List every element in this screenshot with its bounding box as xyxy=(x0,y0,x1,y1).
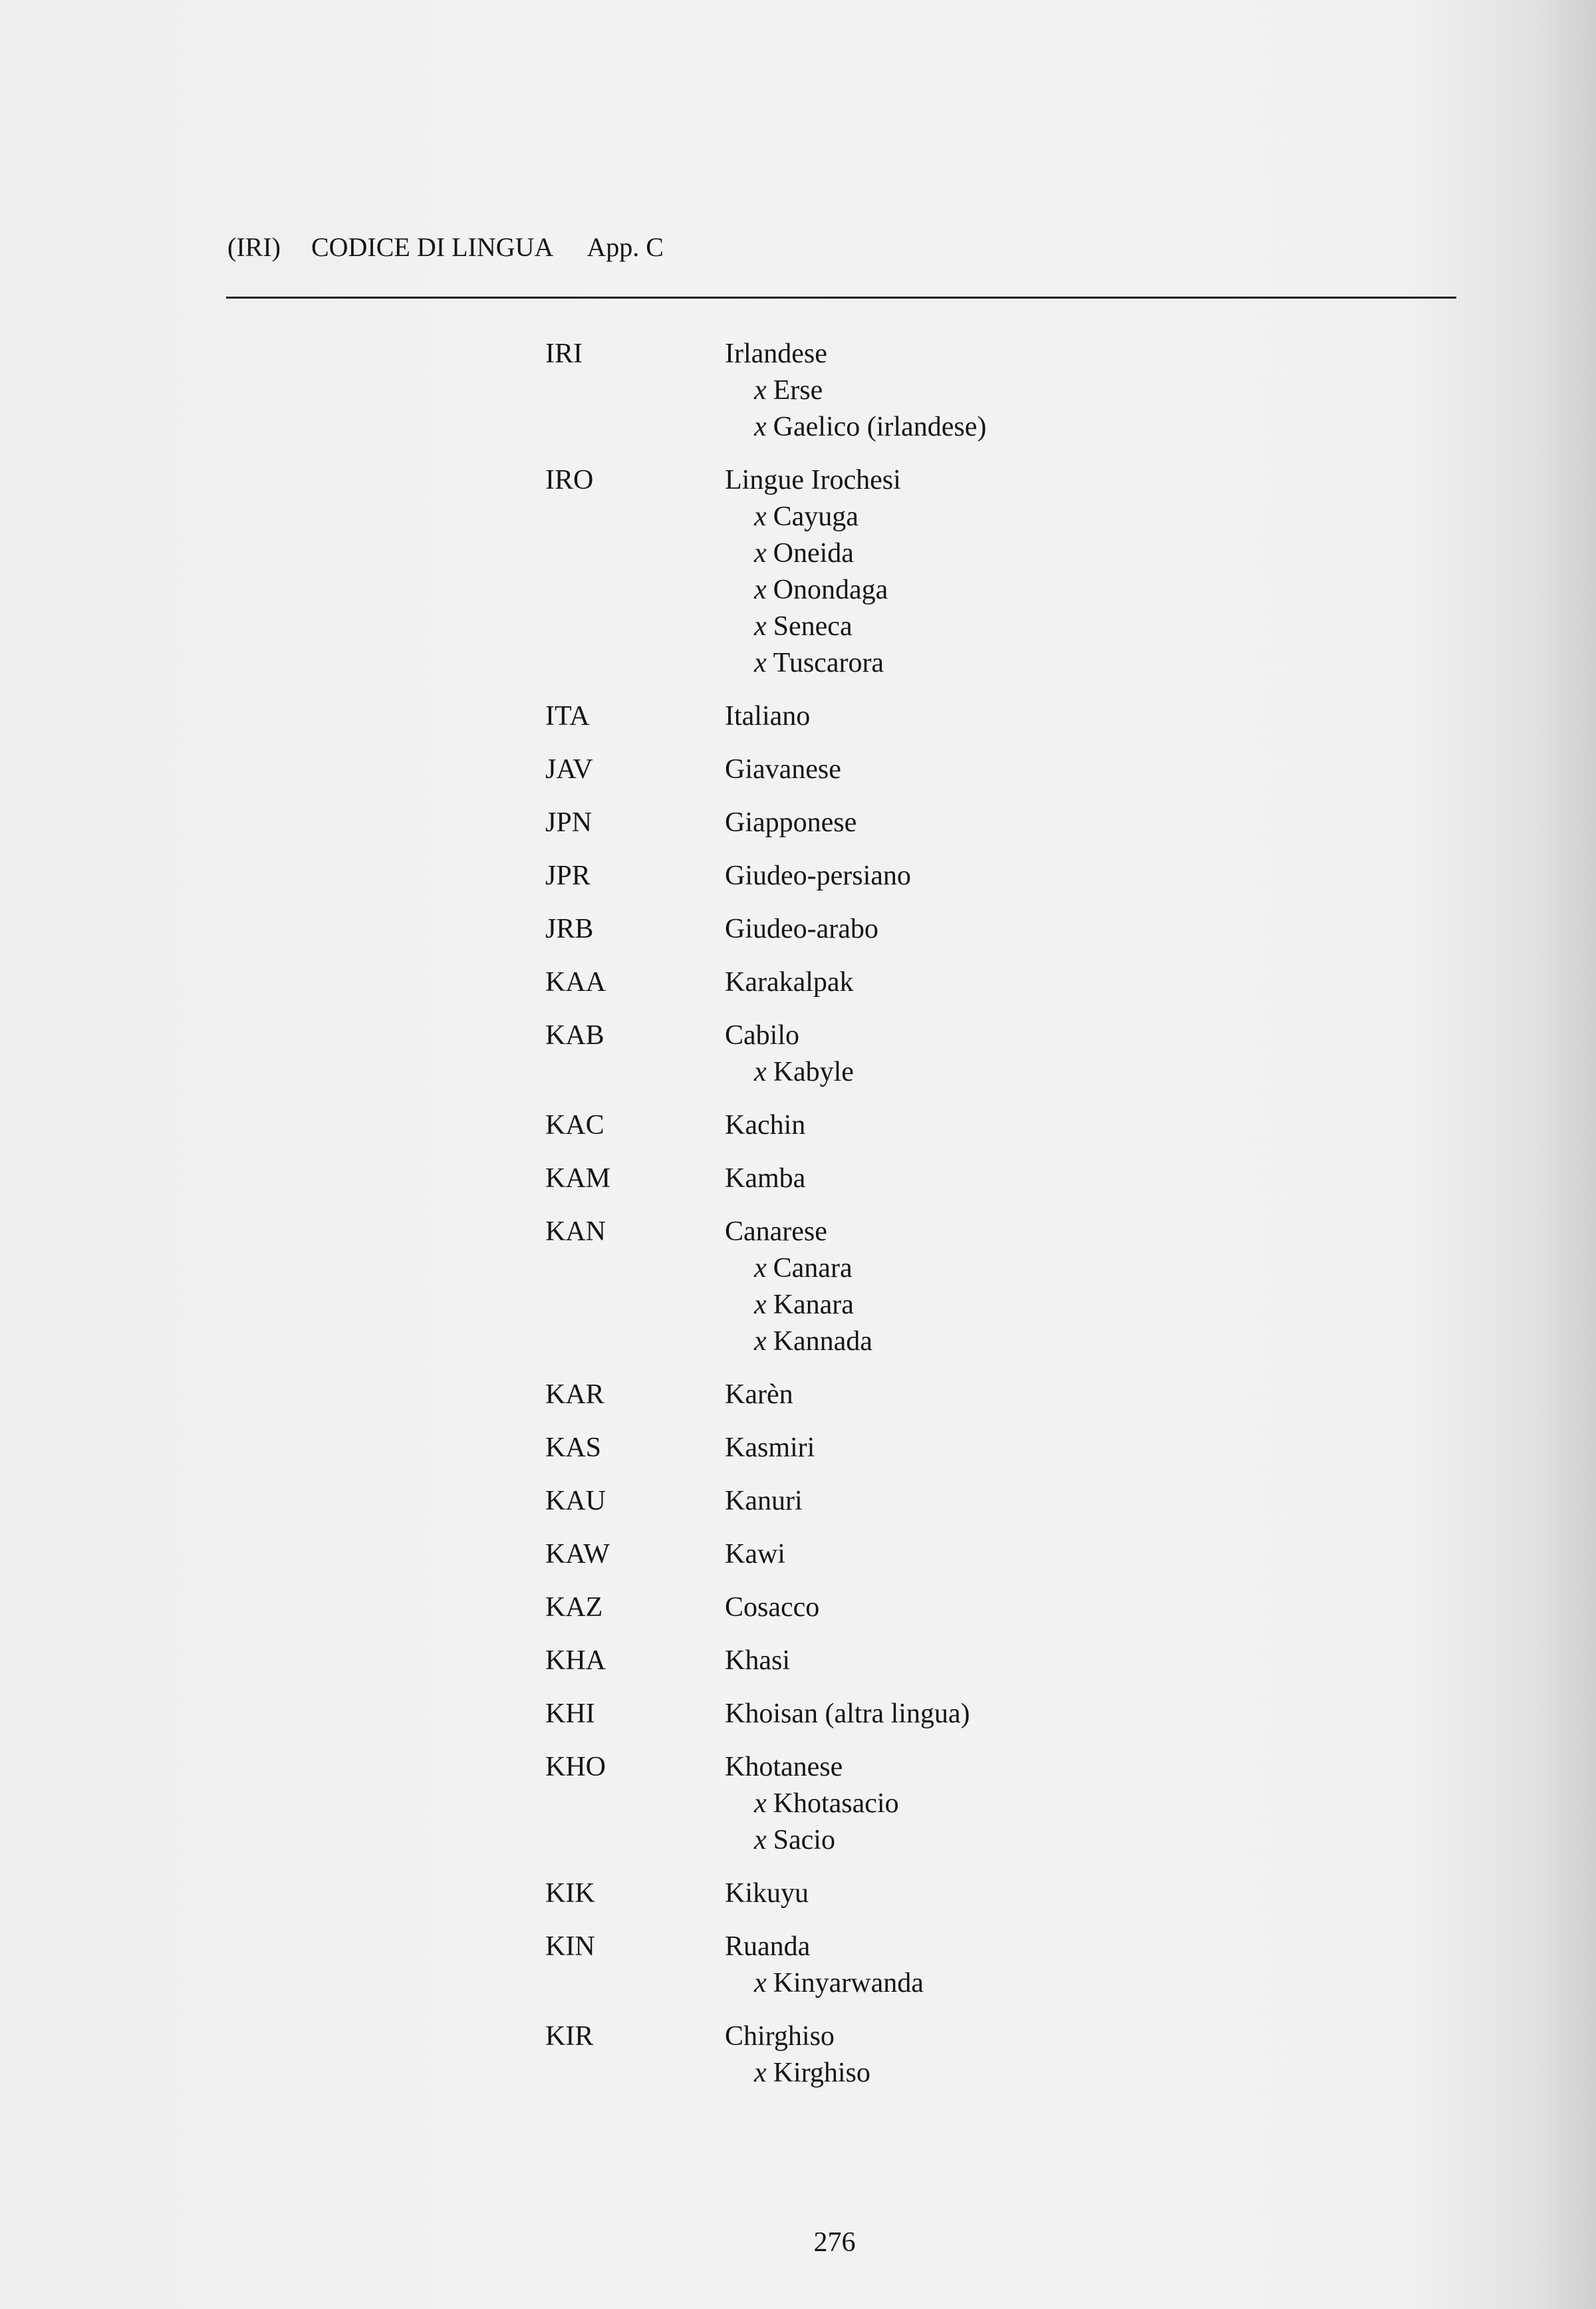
language-entry xyxy=(545,698,1410,735)
language-entry xyxy=(545,1483,1410,1520)
language-name: Khoisan (altra lingua) xyxy=(725,1698,970,1729)
language-code: KAN xyxy=(545,1216,606,1247)
variant-name: Kabyle xyxy=(773,1057,854,1087)
language-variant xyxy=(725,499,1410,535)
language-names xyxy=(725,336,1410,446)
language-name: Irlandese xyxy=(725,339,827,369)
running-head-title: CODICE DI LINGUA xyxy=(311,232,554,262)
variant-marker: x xyxy=(754,1253,767,1284)
language-code: IRO xyxy=(545,465,594,495)
language-code: JPR xyxy=(545,861,591,891)
page-number: 276 xyxy=(813,2227,856,2258)
language-code: KAW xyxy=(545,1539,610,1569)
language-names xyxy=(725,1483,1410,1520)
language-name: Cosacco xyxy=(725,1592,820,1623)
language-name: Kanuri xyxy=(725,1486,803,1516)
language-names xyxy=(725,1696,1410,1732)
variant-marker: x xyxy=(754,2058,767,2088)
language-entry xyxy=(545,1643,1410,1679)
language-entry xyxy=(545,1536,1410,1573)
language-name: Kachin xyxy=(725,1110,806,1141)
language-names xyxy=(725,911,1410,948)
language-name: Karèn xyxy=(725,1379,793,1410)
language-variant xyxy=(725,1054,1410,1091)
variant-name: Sacio xyxy=(773,1825,835,1855)
language-code: ITA xyxy=(545,701,590,732)
language-code: JAV xyxy=(545,754,593,785)
language-name: Karakalpak xyxy=(725,967,854,998)
variant-marker: x xyxy=(754,1290,767,1320)
language-variant xyxy=(725,1287,1410,1323)
variant-name: Onondaga xyxy=(773,575,888,605)
language-code: KAZ xyxy=(545,1592,603,1623)
language-code: KHI xyxy=(545,1698,595,1729)
language-entry xyxy=(545,462,1410,682)
language-entry xyxy=(545,751,1410,788)
running-head-code: (IRI) xyxy=(227,232,281,262)
language-names xyxy=(725,805,1410,841)
language-variant xyxy=(725,645,1410,682)
language-code: KAB xyxy=(545,1020,604,1051)
variant-marker: x xyxy=(754,375,767,406)
language-name: Kasmiri xyxy=(725,1432,815,1463)
language-name: Khotanese xyxy=(725,1752,843,1782)
language-entry xyxy=(545,1107,1410,1144)
language-code: KAA xyxy=(545,967,606,998)
language-code: KAM xyxy=(545,1163,611,1194)
language-code: IRI xyxy=(545,339,583,369)
language-name: Kawi xyxy=(725,1539,785,1569)
language-code: KIR xyxy=(545,2021,594,2052)
language-names xyxy=(725,1214,1410,1360)
language-entry xyxy=(545,1377,1410,1413)
language-variant xyxy=(725,572,1410,609)
language-names xyxy=(725,1589,1410,1626)
language-variant xyxy=(725,535,1410,572)
language-entry xyxy=(545,1696,1410,1732)
variant-marker: x xyxy=(754,1057,767,1087)
variant-name: Seneca xyxy=(773,611,853,642)
language-names xyxy=(725,1929,1410,2002)
language-variant xyxy=(725,409,1410,446)
language-code: KIN xyxy=(545,1931,595,1962)
language-variant xyxy=(725,372,1410,409)
language-entry xyxy=(545,964,1410,1001)
variant-marker: x xyxy=(754,1825,767,1855)
language-entry xyxy=(545,805,1410,841)
language-code: KIK xyxy=(545,1878,595,1909)
language-name: Giavanese xyxy=(725,754,841,785)
language-names xyxy=(725,1377,1410,1413)
language-variant xyxy=(725,1323,1410,1360)
header-rule xyxy=(226,297,1456,299)
language-name: Kamba xyxy=(725,1163,806,1194)
language-names xyxy=(725,1749,1410,1859)
variant-marker: x xyxy=(754,1788,767,1819)
variant-marker: x xyxy=(754,501,767,532)
language-name: Giudeo-arabo xyxy=(725,914,878,944)
variant-marker: x xyxy=(754,412,767,442)
language-code: KAC xyxy=(545,1110,604,1141)
language-entry xyxy=(545,1160,1410,1197)
variant-name: Kanara xyxy=(773,1290,854,1320)
running-head xyxy=(227,231,664,263)
language-entry xyxy=(545,1929,1410,2002)
language-variant xyxy=(725,2055,1410,2092)
variant-marker: x xyxy=(754,1968,767,1998)
variant-name: Kirghiso xyxy=(773,2058,870,2088)
language-entry xyxy=(545,1589,1410,1626)
variant-marker: x xyxy=(754,575,767,605)
language-entry xyxy=(545,1018,1410,1091)
language-entry xyxy=(545,1214,1410,1360)
language-name: Cabilo xyxy=(725,1020,799,1051)
language-code: JRB xyxy=(545,914,594,944)
language-names xyxy=(725,462,1410,682)
language-name: Giudeo-persiano xyxy=(725,861,911,891)
variant-marker: x xyxy=(754,611,767,642)
language-names xyxy=(725,698,1410,735)
variant-name: Khotasacio xyxy=(773,1788,899,1819)
language-entry xyxy=(545,336,1410,446)
variant-marker: x xyxy=(754,1326,767,1357)
language-name: Ruanda xyxy=(725,1931,811,1962)
language-names xyxy=(725,858,1410,894)
language-names xyxy=(725,1643,1410,1679)
language-entry xyxy=(545,2018,1410,2092)
language-name: Khasi xyxy=(725,1645,790,1676)
language-names xyxy=(725,751,1410,788)
language-names xyxy=(725,1160,1410,1197)
language-names xyxy=(725,1875,1410,1912)
language-name: Giapponese xyxy=(725,807,857,838)
language-variant xyxy=(725,609,1410,645)
language-names xyxy=(725,1107,1410,1144)
language-entry xyxy=(545,858,1410,894)
language-name: Kikuyu xyxy=(725,1878,809,1909)
language-names xyxy=(725,1536,1410,1573)
language-variant xyxy=(725,1250,1410,1287)
language-entry xyxy=(545,1749,1410,1859)
variant-name: Canara xyxy=(773,1253,853,1284)
language-name: Italiano xyxy=(725,701,811,732)
variant-name: Oneida xyxy=(773,538,854,569)
variant-name: Tuscarora xyxy=(773,648,884,678)
language-entry xyxy=(545,1430,1410,1466)
language-name: Canarese xyxy=(725,1216,827,1247)
language-variant xyxy=(725,1965,1410,2002)
language-variant xyxy=(725,1822,1410,1859)
language-code: KAU xyxy=(545,1486,606,1516)
variant-name: Cayuga xyxy=(773,501,859,532)
language-code-list xyxy=(545,336,1410,2108)
variant-name: Kinyarwanda xyxy=(773,1968,924,1998)
language-code: KHO xyxy=(545,1752,606,1782)
variant-marker: x xyxy=(754,538,767,569)
variant-name: Erse xyxy=(773,375,823,406)
language-names xyxy=(725,964,1410,1001)
language-code: KAR xyxy=(545,1379,604,1410)
variant-name: Kannada xyxy=(773,1326,872,1357)
language-entry xyxy=(545,1875,1410,1912)
language-names xyxy=(725,1430,1410,1466)
language-variant xyxy=(725,1786,1410,1822)
language-entry xyxy=(545,911,1410,948)
running-head-appendix: App. C xyxy=(587,232,664,262)
language-name: Chirghiso xyxy=(725,2021,835,2052)
language-code: KAS xyxy=(545,1432,602,1463)
variant-marker: x xyxy=(754,648,767,678)
language-code: JPN xyxy=(545,807,593,838)
language-names xyxy=(725,1018,1410,1091)
language-name: Lingue Irochesi xyxy=(725,465,901,495)
variant-name: Gaelico (irlandese) xyxy=(773,412,987,442)
language-code: KHA xyxy=(545,1645,606,1676)
language-names xyxy=(725,2018,1410,2092)
